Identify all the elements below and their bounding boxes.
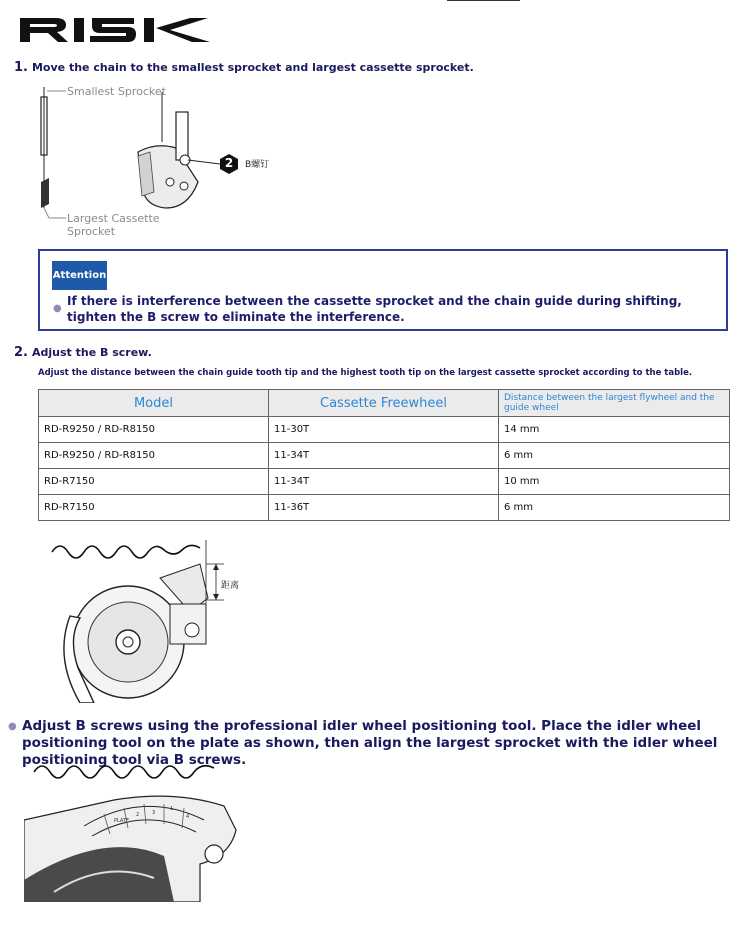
table-cell: RD-R9250 / RD-R8150 — [39, 443, 269, 469]
tool-label-plate: PLATE — [114, 818, 130, 824]
note-bullet: ● — [8, 721, 17, 732]
table-cell: RD-R7150 — [39, 469, 269, 495]
step1-heading — [14, 60, 474, 75]
risk-logo — [18, 14, 228, 44]
tool-label-4: 4 — [186, 814, 190, 820]
step2-number: 2. — [14, 345, 28, 360]
table-cell: RD-R7150 — [39, 495, 269, 521]
step1-instruction: Move the chain to the smallest sprocket and largest cassette sprocket. — [31, 61, 474, 74]
table-row — [39, 495, 730, 521]
step2-title: Adjust the B screw. — [31, 346, 152, 359]
table-cell: 6 mm — [499, 495, 730, 521]
largest-cassette-label-line2: Sprocket — [67, 225, 116, 238]
smallest-sprocket-label: Smallest Sprocket — [67, 85, 166, 98]
table-cell: 11-34T — [269, 469, 499, 495]
b-screw-label: B螺钉 — [245, 160, 270, 170]
table-cell: 11-34T — [269, 443, 499, 469]
positioning-tool-diagram — [24, 760, 244, 902]
step2-heading — [14, 345, 152, 360]
table-cell: RD-R9250 / RD-R8150 — [39, 417, 269, 443]
attention-box — [38, 249, 728, 331]
header-cassette: Cassette Freewheel — [269, 390, 499, 417]
spec-table — [38, 389, 730, 521]
table-row — [39, 443, 730, 469]
attention-text: If there is interference between the cassette sprocket and the chain guide during shifting, tighten the B screw to eliminate the interference. — [67, 294, 682, 324]
attention-badge: Attention — [52, 261, 107, 290]
header-distance: Distance between the largest flywheel and the guide wheel — [499, 390, 730, 417]
chain-guide-diagram — [40, 538, 250, 703]
tool-label-2: 2 — [136, 812, 140, 818]
top-rule — [447, 0, 520, 1]
table-cell: 10 mm — [499, 469, 730, 495]
header-model: Model — [39, 390, 269, 417]
tool-label-3: 3 — [152, 810, 156, 816]
attention-bullet: ● — [53, 303, 62, 314]
table-header-row — [39, 390, 730, 417]
tool-label-1: 1 — [170, 806, 174, 812]
step2-subtitle: Adjust the distance between the chain guide tooth tip and the highest tooth tip on the largest cassette sprocket according to the table. — [38, 368, 693, 378]
largest-cassette-label: Largest Cassette — [67, 212, 160, 225]
step1-number: 1. — [14, 60, 28, 75]
table-cell: 11-30T — [269, 417, 499, 443]
callout-number: 2 — [224, 156, 234, 170]
table-row — [39, 417, 730, 443]
table-cell: 6 mm — [499, 443, 730, 469]
distance-label: 距离 — [221, 581, 240, 591]
table-row — [39, 469, 730, 495]
table-cell: 14 mm — [499, 417, 730, 443]
note-text: Adjust B screws using the professional idler wheel positioning tool. Place the idler wheel positioning tool on the plate as shown, then align the largest sprocket with the idler wheel positioning tool via B screws. — [22, 718, 718, 768]
table-cell: 11-36T — [269, 495, 499, 521]
